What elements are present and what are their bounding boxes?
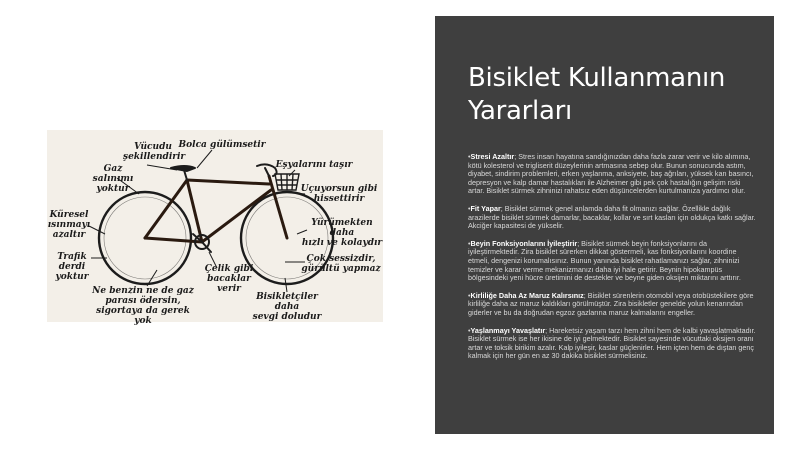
label-vucut: Vücudu şekillendirir: [123, 142, 186, 162]
benefits-list: [468, 153, 758, 370]
paragraph-text: ; Bisiklet sürmek beyin fonksiyonlarını da iyileştirmektedir. Zira bisiklet sürerken dikkat göstermeli, kas fonksiyonlarını koordine etmeli, dengenizi korumalısınız. Bunun yanında bisiklet rahatlamanızı sağlar, zihninizi temizler ve karar verme mekanizmanızı daha iyi hale getirir. Beynin hipokampüs bölgesindeki yeni hücre üretimini de destekler ve beyne giden oksijen miktarını arttırır.: [468, 238, 741, 283]
paragraph-heading: Beyin Fonksiyonlarını İyileştirir: [470, 238, 578, 248]
paragraph-heading: Yaşlanmayı Yavaşlatır: [470, 325, 546, 335]
label-ucuyor: Uçuyorsun gibi hissettirir: [300, 184, 378, 204]
label-sevgi: Bisikletçiler daha sevgi doludur: [252, 292, 322, 322]
paragraph-heading: Kirliliğe Daha Az Maruz Kalırsınız: [470, 290, 584, 300]
bullet: •: [468, 152, 471, 161]
bullet: •: [468, 203, 471, 213]
label-benzin: Ne benzin ne de gaz parası ödersin, sigortaya da gerek yok: [92, 286, 194, 326]
label-trafik: Trafik derdi yoktur: [55, 252, 89, 282]
slide-title: Bisiklet Kullanmanın Yararları: [468, 63, 726, 126]
label-kuresel: Küresel ısınmayı azaltır: [47, 210, 91, 240]
bullet: •: [468, 238, 471, 248]
bullet: •: [468, 325, 471, 335]
paragraph-heading: Stresi Azaltır: [470, 152, 515, 161]
basket: [275, 174, 299, 190]
paragraph-text: ; Bisiklet sürmek genel anlamda daha fit olmanızı sağlar. Özellikle dağlık arazilerde bisiklet sürmek damarlar, bacaklar, kollar ve sırt kasları için oldukça katkı sağlar. Akciğer kapasitesi de yükselir.: [468, 203, 756, 231]
paragraph-yaslanma: [468, 327, 758, 361]
paragraph-kirlilik: [468, 292, 758, 318]
content-panel: [435, 16, 774, 434]
bicycle-infographic: [47, 130, 383, 326]
paragraph-text: ; Hareketsiz yaşam tarzı hem zihni hem de kalbi yavaşlatmaktadır. Bisiklet sürmek ise her ikisine de iyi gelmektedir. Bisiklet sayesinde vücuttaki oksijen oranı artar ve toksik birikim azalır. Kalp iyileşir, kaslar güçlenirler. Hem içten hem de dıştan genç kalmak için her gün en az 30 dakika bisiklet sürmelisiniz.: [468, 325, 756, 361]
paragraph-fit: [468, 205, 758, 231]
bullet: •: [468, 290, 471, 300]
label-yuruyus: Yürümekten daha hızlı ve kolaydır: [301, 218, 383, 248]
paragraph-text: ; Stres insan hayatına sandığınızdan daha fazla zarar verir ve kilo alımına, kötü kolesterol ve trigliserit düzeylerinin artmasına sebep olur. Bunun sonucunda astım, diyabet, sindirim problemleri, erken yaşlanma, anksiyete, baş ağrıları, yüksek kan basıncı, depresyon ve kalp damar hastalıkları ile Alzheimer gibi pek çok hastalığın gelişim riski artar. Bisiklet sürmek zihninizi rahatsız eden düşüncelerden kurtulmanıza yardımcı olur.: [468, 152, 754, 196]
label-celik: Çelik gibi bacaklar verir: [204, 264, 254, 294]
paragraph-stres: [468, 153, 758, 196]
paragraph-text: ; Bisiklet sürenlerin otomobil veya otobüstekilere göre kirliliğe daha az maruz kaldıkları görülmüştür. Zira bisikletler genelde yolun kenarından giderler ve bu da doğrudan egzoz gazlarına maruz kalmalarını engeller.: [468, 290, 754, 317]
label-gaz: Gaz salınımı yoktur: [92, 164, 134, 194]
paragraph-beyin: [468, 240, 758, 283]
paragraph-heading: Fit Yapar: [470, 203, 501, 213]
label-gulumse: Bolca gülümsetir: [178, 140, 266, 150]
label-esya: Eşyalarını taşır: [275, 160, 353, 170]
bicycle-frame: [145, 176, 287, 242]
label-sessiz: Çok sessizdir, gürültü yapmaz: [301, 254, 381, 274]
